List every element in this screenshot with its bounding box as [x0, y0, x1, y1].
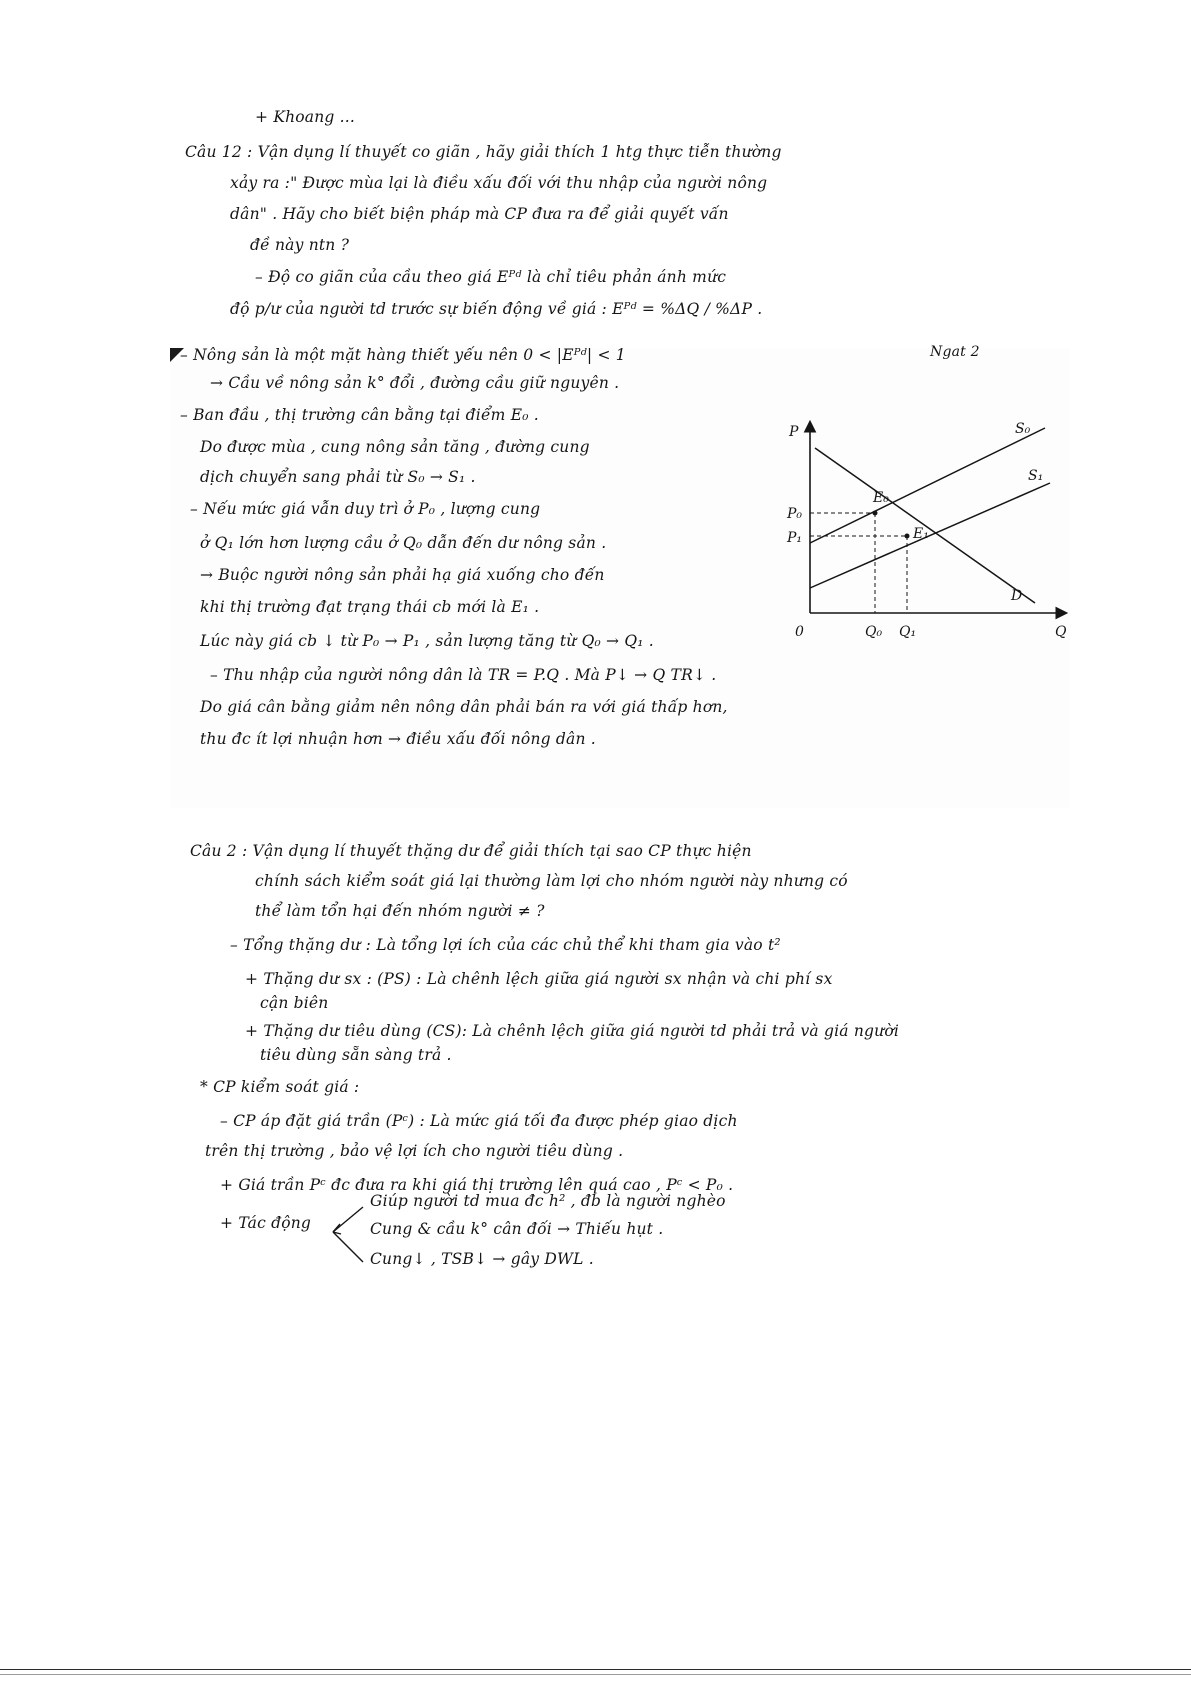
label-s0: S₀: [1015, 421, 1031, 437]
text-line: – Tổng thặng dư : Là tổng lợi ích của các chủ thể khi tham gia vào t²: [230, 936, 781, 954]
text-line: khi thị trường đạt trạng thái cb mới là E₁ .: [200, 598, 540, 616]
label-e0: E₀: [873, 490, 889, 506]
text-line: * CP kiểm soát giá :: [200, 1078, 360, 1096]
scan-bottom-edge: [0, 1669, 1191, 1670]
text-line: – Thu nhập của người nông dân là TR = P.Q . Mà P↓ → Q TR↓ .: [210, 666, 717, 684]
label-q0: Q₀: [865, 624, 883, 640]
text-line: xảy ra :" Được mùa lại là điều xấu đối với thu nhập của người nông: [230, 174, 768, 192]
text-line: – CP áp đặt giá trần (Pᶜ) : Là mức giá tối đa được phép giao dịch: [220, 1112, 738, 1130]
text-line: chính sách kiểm soát giá lại thường làm lợi cho nhóm người này nhưng có: [255, 872, 848, 890]
label-s1: S₁: [1028, 468, 1044, 484]
equilibrium-e1: [905, 534, 910, 539]
text-line: Cung↓ , TSB↓ → gây DWL .: [370, 1250, 594, 1268]
question-12-line: Câu 12 : Vận dụng lí thuyết co giãn , hãy giải thích 1 htg thực tiễn thường: [185, 143, 782, 161]
text-line: + Tác động: [220, 1214, 312, 1232]
text-line: Do giá cân bằng giảm nên nông dân phải bán ra với giá thấp hơn,: [200, 698, 728, 716]
branch-arrows: [328, 1202, 368, 1282]
text-line: thu đc ít lợi nhuận hơn → điều xấu đối nông dân .: [200, 730, 596, 748]
text-line: Lúc này giá cb ↓ từ P₀ → P₁ , sản lượng tăng từ Q₀ → Q₁ .: [200, 632, 654, 650]
text-line: Do được mùa , cung nông sản tăng , đường cung: [200, 438, 590, 456]
label-q1: Q₁: [899, 624, 917, 640]
label-d: D: [1011, 588, 1023, 604]
text-line: + Thặng dư sx : (PS) : Là chênh lệch giữa giá người sx nhận và chi phí sx: [245, 970, 833, 988]
label-p1: P₁: [787, 530, 803, 546]
page-section-1: [170, 108, 1050, 338]
margin-note: Ngat 2: [930, 344, 980, 360]
text-line: + Thặng dư tiêu dùng (CS): Là chênh lệch giữa giá người td phải trả và giá người: [245, 1022, 900, 1040]
text-line: – Ban đầu , thị trường cân bằng tại điểm E₀ .: [180, 406, 539, 424]
text-line: + Khoang ...: [255, 108, 356, 126]
text-line: → Buộc người nông sản phải hạ giá xuống cho đến: [200, 566, 605, 584]
axis-label-p: P: [789, 424, 799, 440]
text-line: ở Q₁ lớn hơn lượng cầu ở Q₀ dẫn đến dư nông sản .: [200, 534, 607, 552]
label-p0: P₀: [787, 506, 803, 522]
text-line: – Độ co giãn của cầu theo giá Eᴾᵈ là chỉ tiêu phản ánh mức: [255, 268, 727, 286]
origin-label: 0: [795, 624, 804, 640]
text-line: → Cầu về nông sản k° đổi , đường cầu giữ nguyên .: [210, 374, 620, 392]
page-section-2: [170, 344, 1070, 808]
text-line: – Nông sản là một mặt hàng thiết yếu nên 0 < |Eᴾᵈ| < 1: [180, 346, 626, 364]
text-line: thể làm tổn hại đến nhóm người ≠ ?: [255, 902, 545, 920]
equilibrium-e0: [873, 511, 878, 516]
text-line: dịch chuyển sang phải từ S₀ → S₁ .: [200, 468, 476, 486]
text-line: trên thị trường , bảo vệ lợi ích cho người tiêu dùng .: [205, 1142, 624, 1160]
question-2-line: Câu 2 : Vận dụng lí thuyết thặng dư để giải thích tại sao CP thực hiện: [190, 842, 752, 860]
text-line: dân" . Hãy cho biết biện pháp mà CP đưa ra để giải quyết vấn: [230, 205, 729, 223]
page-section-3: [190, 842, 1070, 1302]
text-line: Cung & cầu k° cân đối → Thiếu hụt .: [370, 1220, 664, 1238]
text-line: đề này ntn ?: [250, 236, 350, 254]
scan-bottom-edge: [0, 1674, 1191, 1675]
text-line: + Giá trần Pᶜ đc đưa ra khi giá thị trường lên quá cao , Pᶜ < P₀ .: [220, 1176, 734, 1194]
text-line: Giúp người td mua đc h² , đb là người nghèo: [370, 1192, 726, 1210]
supply-demand-graph: [785, 418, 1070, 648]
text-line: cận biên: [260, 994, 329, 1012]
text-line: – Nếu mức giá vẫn duy trì ở P₀ , lượng cung: [190, 500, 541, 518]
label-e1: E₁: [913, 526, 929, 542]
formula-line: độ p/ư của người td trước sự biến động về giá : Eᴾᵈ = %ΔQ / %ΔP .: [230, 300, 763, 318]
text-line: tiêu dùng sẵn sàng trả .: [260, 1046, 452, 1064]
axis-label-q: Q: [1055, 624, 1067, 640]
